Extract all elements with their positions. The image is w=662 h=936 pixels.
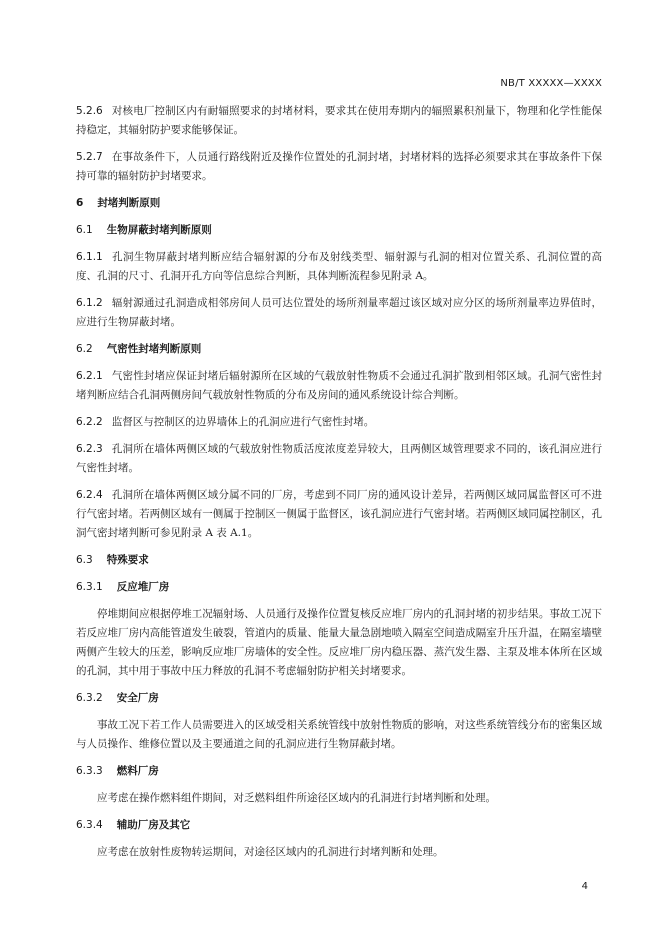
- heading-number: 6.3.1: [76, 581, 103, 593]
- heading-title: 反应堆厂房: [116, 581, 170, 593]
- clause-number: 6.1.1: [76, 251, 103, 263]
- heading-title: 燃料厂房: [116, 765, 159, 777]
- clause-6-2-4: [76, 486, 602, 543]
- heading-title: 气密性封堵判断原则: [106, 343, 202, 355]
- clause-text: 孔洞所在墙体两侧区域的气载放射性物质活度浓度差异较大，且两侧区域管理要求不同的，该孔洞应进行气密性封堵。: [76, 443, 602, 474]
- clause-6-1-2: [76, 294, 602, 332]
- clause-number: 6.2.3: [76, 443, 103, 455]
- clause-text: 监督区与控制区的边界墙体上的孔洞应进行气密性封堵。: [111, 416, 375, 428]
- clause-text: 孔洞生物屏蔽封堵判断应结合辐射源的分布及射线类型、辐射源与孔洞的相对位置关系、孔洞位置的高度、孔洞的尺寸、孔洞开孔方向等信息综合判断，具体判断流程参见附录 A。: [76, 251, 602, 282]
- paragraph-6-3-3: 应考虑在操作燃料组件期间，对乏燃料组件所途径区域内的孔洞进行封堵判断和处理。: [97, 792, 496, 804]
- section-heading-6-3-1: [76, 578, 602, 597]
- clause-6-2-2: [76, 413, 602, 432]
- section-heading-6-3-3: [76, 762, 602, 781]
- heading-title: 封堵判断原则: [97, 197, 161, 209]
- section-heading-6-1: [76, 221, 602, 240]
- clause-text: 辐射源通过孔洞造成相邻房间人员可达位置处的场所剂量率超过该区域对应分区的场所剂量率边界值时，应进行生物屏蔽封堵。: [76, 297, 602, 328]
- heading-number: 6.3.2: [76, 692, 103, 704]
- clause-number: 6.2.1: [76, 370, 103, 382]
- heading-number: 6: [76, 197, 84, 209]
- heading-title: 生物屏蔽封堵判断原则: [106, 224, 212, 236]
- clause-text: 在事故条件下，人员通行路线附近及操作位置处的孔洞封堵，封堵材料的选择必须要求其在事故条件下保持可靠的辐射防护封堵要求。: [76, 151, 602, 182]
- heading-number: 6.2: [76, 343, 93, 355]
- document-body: [76, 102, 602, 870]
- heading-title: 辅助厂房及其它: [116, 819, 191, 831]
- clause-text: 气密性封堵应保证封堵后辐射源所在区域的气载放射性物质不会通过孔洞扩散到相邻区域。孔洞气密性封堵判断应结合孔洞两侧房间气载放射性物质的分布及房间的通风系统设计综合判断。: [76, 370, 602, 401]
- clause-text: 对核电厂控制区内有耐辐照要求的封堵材料，要求其在使用寿期内的辐照累积剂量下，物理和化学性能保持稳定，其辐射防护要求能够保证。: [76, 105, 602, 136]
- section-heading-6-3: [76, 551, 602, 570]
- section-heading-6-3-4: [76, 816, 602, 835]
- clause-number: 6.1.2: [76, 297, 103, 309]
- document-code: NB/T XXXXX—XXXX: [500, 78, 602, 89]
- heading-number: 6.3.4: [76, 819, 103, 831]
- heading-title: 特殊要求: [106, 554, 149, 566]
- paragraph-6-3-1: 停堆期间应根据停堆工况辐射场、人员通行及操作位置复核反应堆厂房内的孔洞封堵的初步结果。事故工况下若反应堆厂房内高能管道发生破裂，管道内的质量、能量大量急剧地喷入隔室空间造成隔室升压升温，在隔室墙壁两侧产生较大的压差，影响反应堆厂房墙体的安全性。反应堆厂房内稳压器、蒸汽发生器、主泵及堆本体所在区域的孔洞，其中用于事故中压力释放的孔洞不考虑辐射防护相关封堵要求。: [76, 608, 602, 677]
- section-heading-6: [76, 194, 602, 213]
- clause-5-2-6: [76, 102, 602, 140]
- page-number: 4: [581, 881, 588, 892]
- clause-number: 5.2.6: [76, 105, 103, 117]
- clause-6-2-1: [76, 367, 602, 405]
- clause-number: 6.2.4: [76, 489, 103, 501]
- clause-number: 5.2.7: [76, 151, 103, 163]
- clause-6-1-1: [76, 248, 602, 286]
- heading-title: 安全厂房: [116, 692, 159, 704]
- paragraph-6-3-2: 事故工况下若工作人员需要进入的区域受相关系统管线中放射性物质的影响，对这些系统管线分布的密集区域与人员操作、维修位置以及主要通道之间的孔洞应进行生物屏蔽封堵。: [76, 719, 602, 750]
- paragraph-6-3-4: 应考虑在放射性废物转运期间，对途径区域内的孔洞进行封堵判断和处理。: [97, 846, 444, 858]
- heading-number: 6.3.3: [76, 765, 103, 777]
- heading-number: 6.3: [76, 554, 93, 566]
- heading-number: 6.1: [76, 224, 93, 236]
- clause-6-2-3: [76, 440, 602, 478]
- clause-text: 孔洞所在墙体两侧区域分属不同的厂房，考虑到不同厂房的通风设计差异，若两侧区域同属监督区可不进行气密封堵。若两侧区域有一侧属于控制区一侧属于监督区，该孔洞应进行气密封堵。若两侧区域同属控制区，孔洞气密封堵判断可参见附录 A 表 A.1。: [76, 489, 602, 539]
- clause-5-2-7: [76, 148, 602, 186]
- section-heading-6-3-2: [76, 689, 602, 708]
- clause-number: 6.2.2: [76, 416, 103, 428]
- section-heading-6-2: [76, 340, 602, 359]
